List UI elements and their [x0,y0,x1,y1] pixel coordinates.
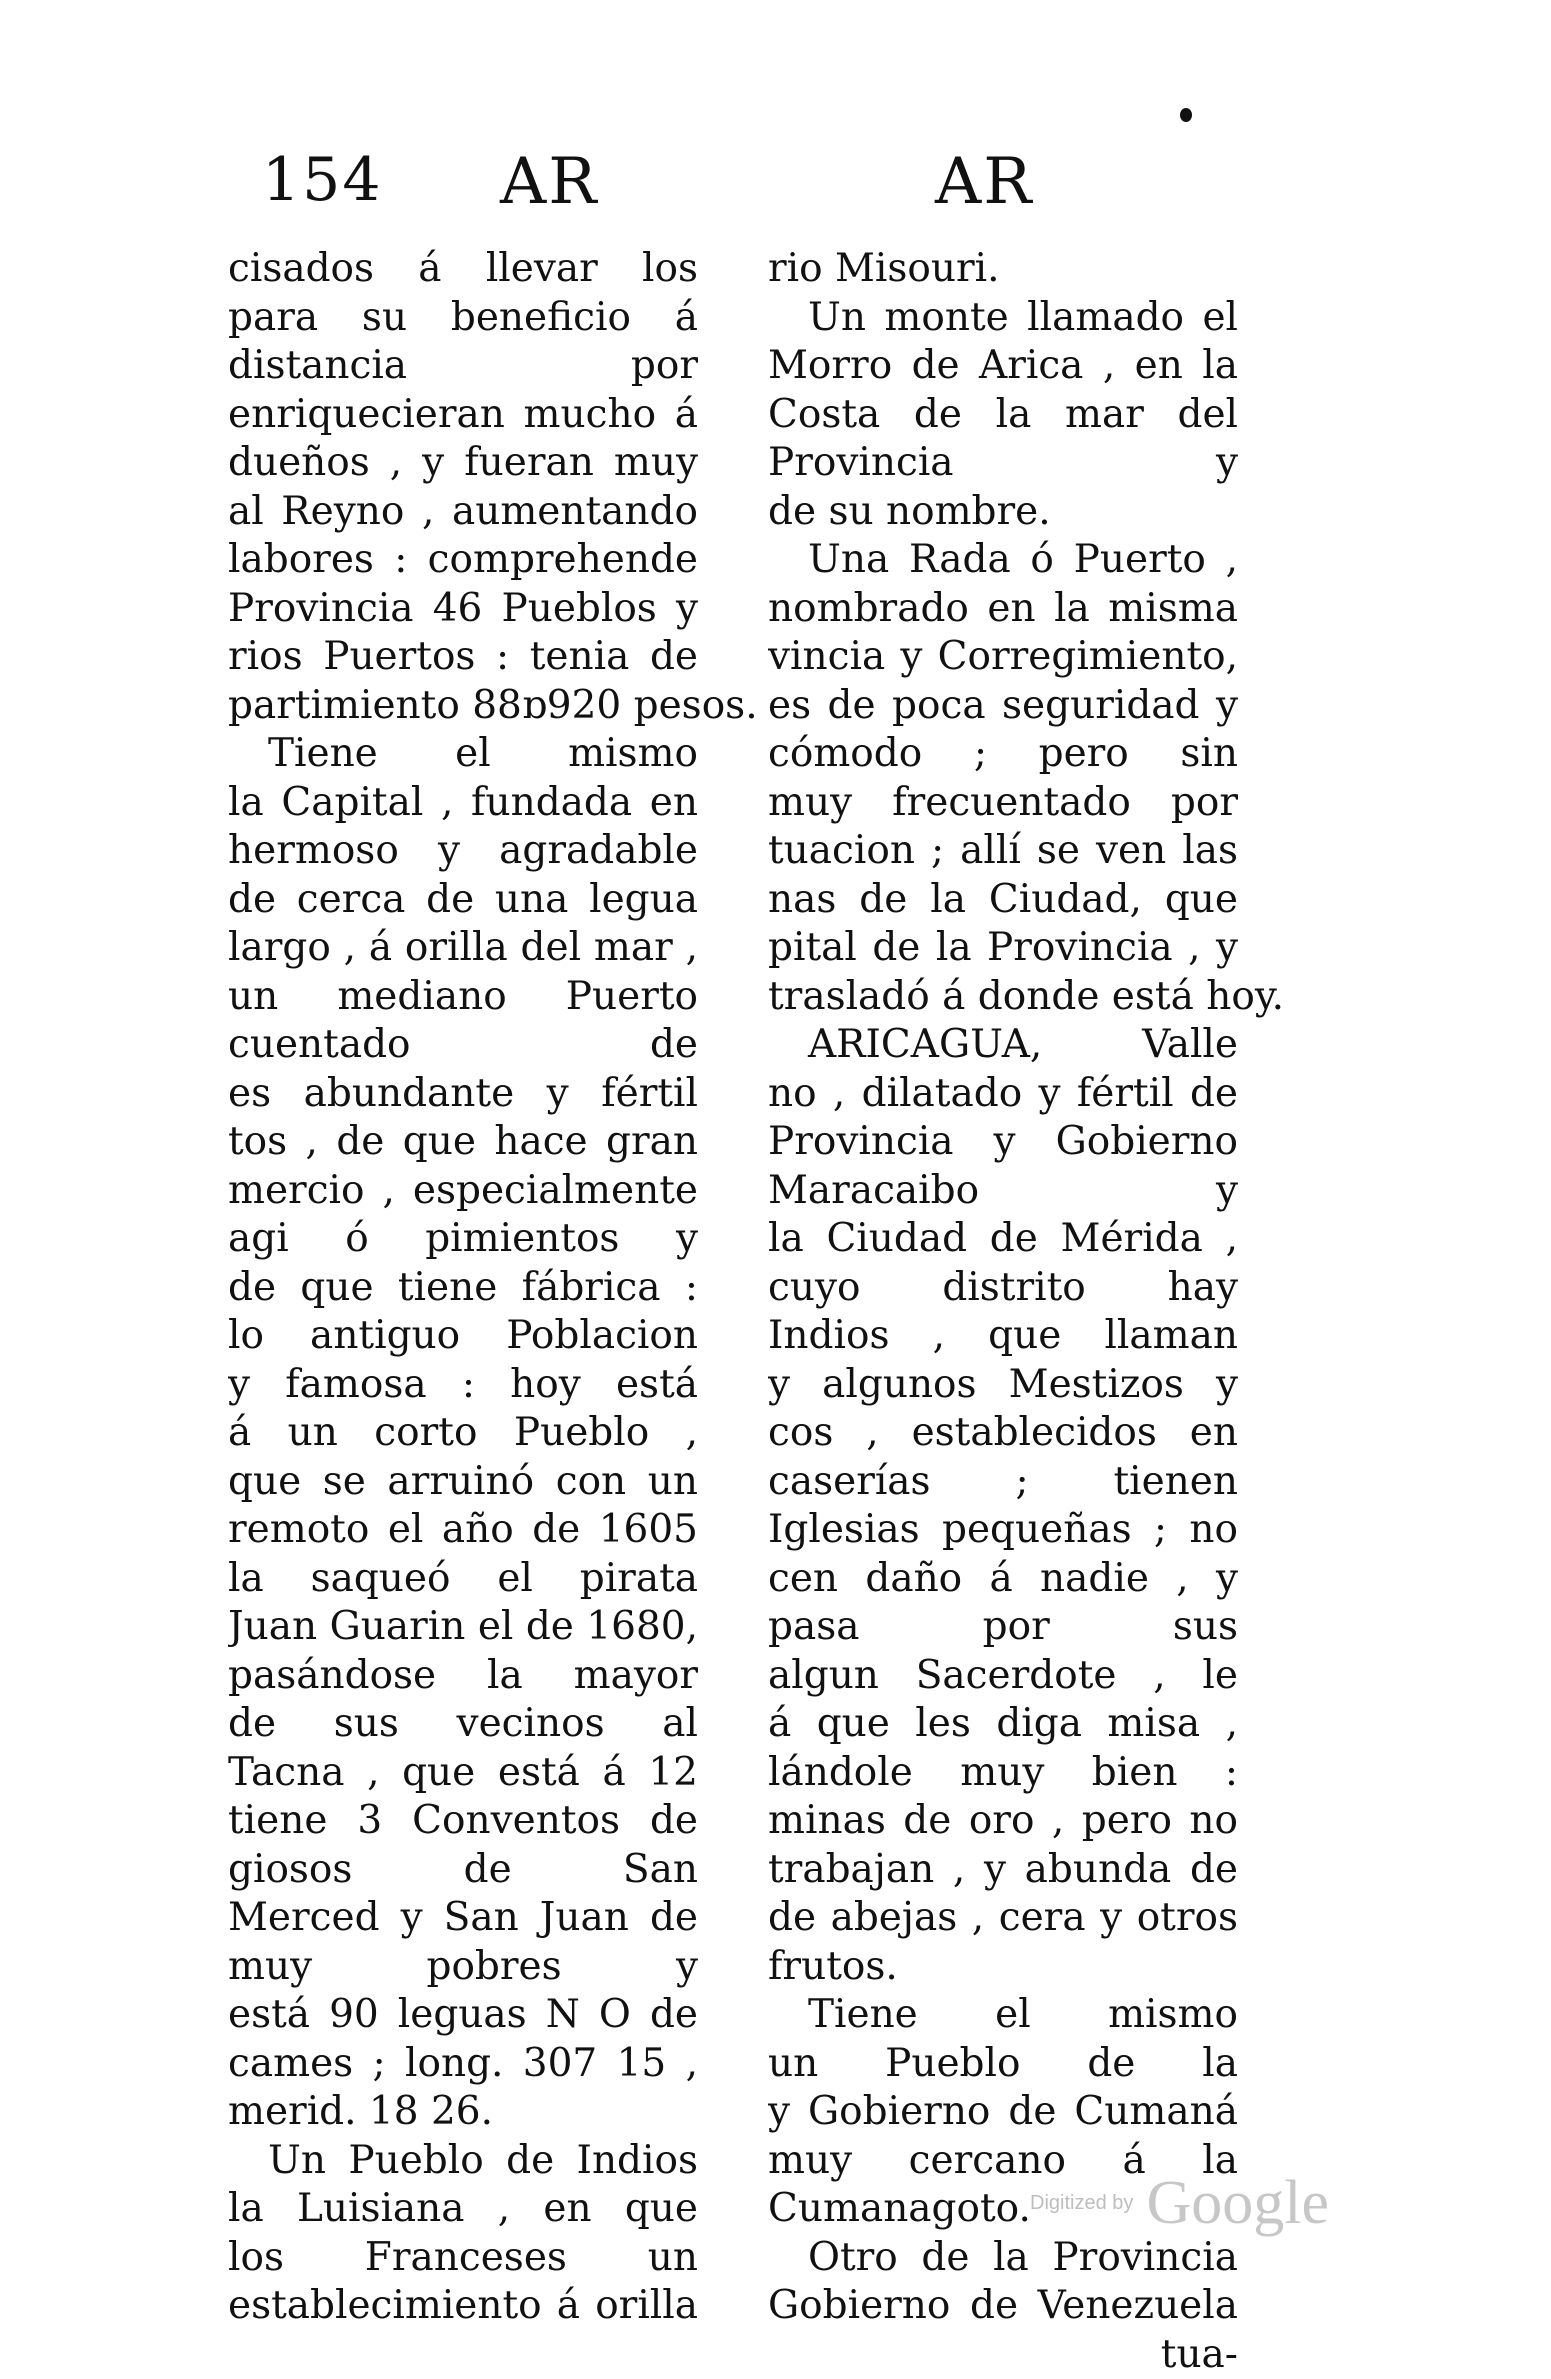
text-line: tos , de que hace gran [228,1118,698,1167]
text-line: muy pobres y [228,1943,698,1992]
text-line: cuentado de [228,1021,698,1070]
text-line: giosos de San [228,1846,698,1895]
text-line: agi ó pimientos y [228,1215,698,1264]
text-line: Costa de la mar del [768,391,1238,440]
digitized-watermark [1030,2168,1329,2239]
text-line: ARICAGUA, Valle [768,1021,1238,1070]
text-line: remoto el año de 1605 [228,1506,698,1555]
text-line: y algunos Mestizos y [768,1361,1238,1410]
text-line: Tiene el mismo [228,730,698,779]
text-line: hermoso y agradable [228,827,698,876]
text-line: de cerca de una legua [228,876,698,925]
text-line: Un Pueblo de Indios [228,2137,698,2186]
text-line: caserías ; tienen [768,1458,1238,1507]
text-line: Merced y San Juan de [228,1894,698,1943]
text-line: trasladó á donde está hoy. [768,973,1238,1022]
text-line: es de poca seguridad y [768,682,1238,731]
text-line: Provincia 46 Pueblos y [228,585,698,634]
text-line: minas de oro , pero no [768,1797,1238,1846]
text-line: muy cercano á la [768,2137,1238,2186]
text-line: vincia y Corregimiento, [768,633,1238,682]
text-line: trabajan , y abunda de [768,1846,1238,1895]
text-line: Una Rada ó Puerto , [768,536,1238,585]
text-line: Morro de Arica , en la [768,342,1238,391]
text-line: lándole muy bien : [768,1749,1238,1798]
text-line: y famosa : hoy está [228,1361,698,1410]
text-line: Un monte llamado el [768,294,1238,343]
text-line: que se arruinó con un [228,1458,698,1507]
ink-dot [1180,108,1192,122]
text-line: Tiene el mismo [768,1991,1238,2040]
text-line: distancia por [228,342,698,391]
text-line: dueños , y fueran muy [228,439,698,488]
text-line: establecimiento á orilla [228,2282,698,2331]
google-logo-text: Google [1146,2169,1329,2237]
text-line: merid. 18 26. [228,2088,698,2137]
text-line: Maracaibo y [768,1167,1238,1216]
text-line: los Franceses un [228,2234,698,2283]
text-line: cos , establecidos en [768,1409,1238,1458]
text-line: cisados á llevar los [228,245,698,294]
text-line: tiene 3 Conventos de [228,1797,698,1846]
text-line: cames ; long. 307 15 , [228,2040,698,2089]
text-line: y Gobierno de Cumaná [768,2088,1238,2137]
text-line: algun Sacerdote , le [768,1652,1238,1701]
text-line: lo antiguo Poblacion [228,1312,698,1361]
text-line: es abundante y fértil [228,1070,698,1119]
text-line: Tacna , que está á 12 [228,1749,698,1798]
page-number: 154 [262,150,383,210]
text-line: muy frecuentado por [768,779,1238,828]
text-line: á que les diga misa , [768,1700,1238,1749]
digitized-by-label: Digitized by [1030,2192,1133,2214]
text-line: para su beneficio á [228,294,698,343]
text-line: la saqueó el pirata [228,1555,698,1604]
text-line: partimiento 88ɒ920 pesos. [228,682,698,731]
text-line: un mediano Puerto [228,973,698,1022]
text-line: la Ciudad de Mérida , [768,1215,1238,1264]
text-line: de que tiene fábrica : [228,1264,698,1313]
text-line: Juan Guarin el de 1680, [228,1603,698,1652]
text-line: á un corto Pueblo , [228,1409,698,1458]
text-line: largo , á orilla del mar , [228,924,698,973]
text-line: tua- [768,2331,1238,2379]
text-line: cómodo ; pero sin [768,730,1238,779]
running-head-right: AR [935,150,1033,214]
text-line: rio Misouri. [768,245,1238,294]
text-line: enriquecieran mucho á [228,391,698,440]
text-line: cuyo distrito hay [768,1264,1238,1313]
text-line: mercio , especialmente [228,1167,698,1216]
text-line: pital de la Provincia , y [768,924,1238,973]
text-line: pasándose la mayor [228,1652,698,1701]
text-line: Provincia y Gobierno [768,1118,1238,1167]
text-line: Gobierno de Venezuela [768,2282,1238,2331]
right-text-column [768,245,1238,2379]
text-line: Indios , que llaman [768,1312,1238,1361]
text-line: la Capital , fundada en [228,779,698,828]
text-line: de abejas , cera y otros [768,1894,1238,1943]
text-line: nombrado en la misma [768,585,1238,634]
text-line: Provincia y [768,439,1238,488]
text-line: al Reyno , aumentando [228,488,698,537]
running-head-left: AR [500,150,598,214]
text-line: Iglesias pequeñas ; no [768,1506,1238,1555]
text-line: frutos. [768,1943,1238,1992]
text-line: labores : comprehende [228,536,698,585]
text-line: un Pueblo de la [768,2040,1238,2089]
text-line: nas de la Ciudad, que [768,876,1238,925]
text-line: pasa por sus [768,1603,1238,1652]
text-line: de su nombre. [768,488,1238,537]
text-line: no , dilatado y fértil de [768,1070,1238,1119]
text-line: cen daño á nadie , y [768,1555,1238,1604]
text-line: tuacion ; allí se ven las [768,827,1238,876]
text-line: rios Puertos : tenia de [228,633,698,682]
text-line: Cumanagoto. [768,2185,1238,2234]
text-line: Otro de la Provincia [768,2234,1238,2283]
left-text-column [228,245,698,2331]
text-line: la Luisiana , en que [228,2185,698,2234]
text-line: de sus vecinos al [228,1700,698,1749]
text-line: está 90 leguas N O de [228,1991,698,2040]
